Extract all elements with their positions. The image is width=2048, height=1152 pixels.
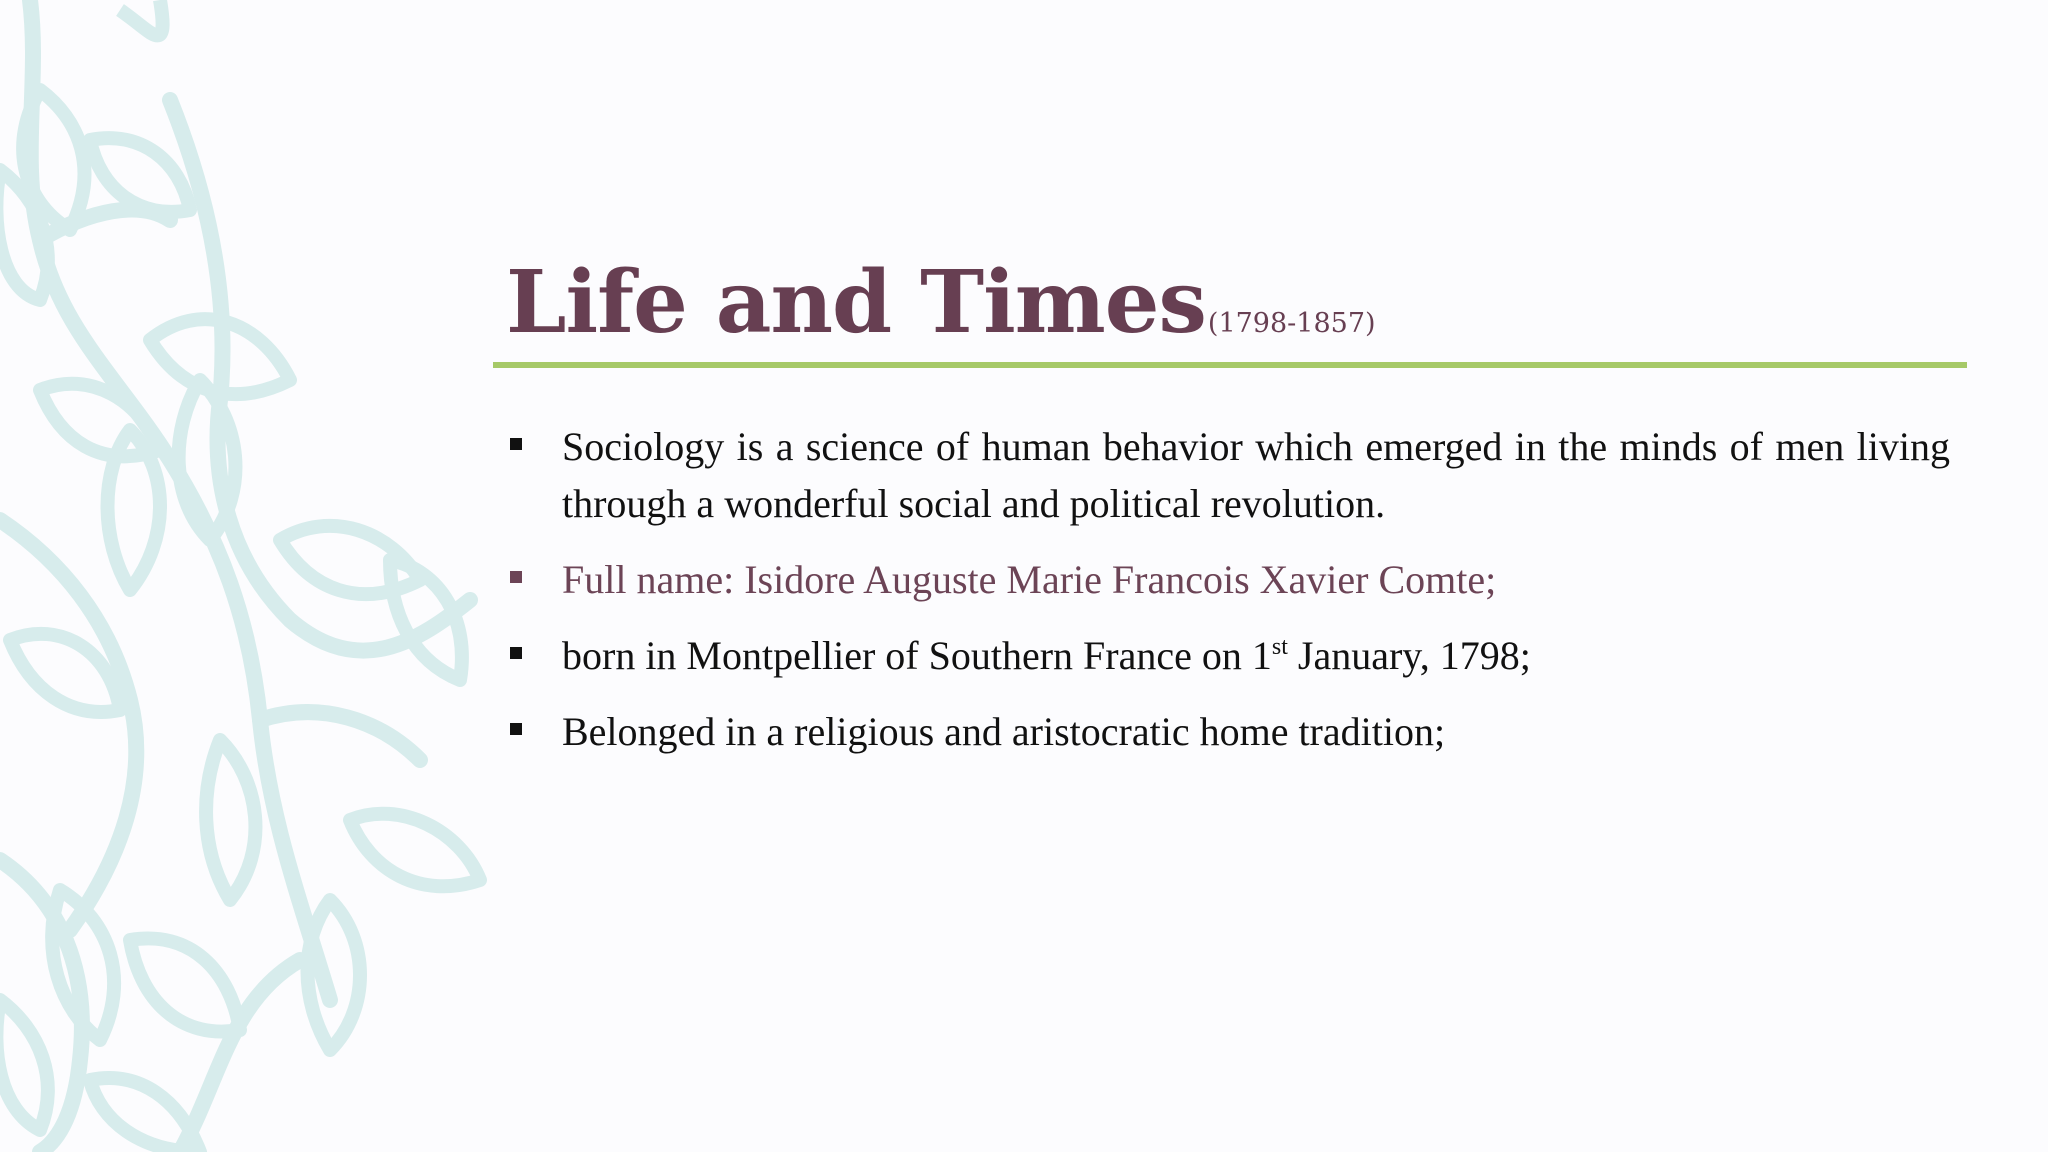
ordinal-suffix: st xyxy=(1271,634,1288,660)
title-years: (1798-1857) xyxy=(1207,308,1376,339)
slide-title-block xyxy=(506,252,1376,353)
bullet-item xyxy=(508,627,1950,684)
title-divider xyxy=(493,362,1967,368)
square-bullet-icon xyxy=(510,438,522,450)
leafy-vine-decoration-icon xyxy=(0,0,580,1152)
bullet-text: Sociology is a science of human behavior which emerged in the minds of men living through a wonderful social and political revolution. xyxy=(562,424,1950,526)
bullet-item xyxy=(508,418,1950,532)
bullet-text-after: January, 1798; xyxy=(1287,633,1531,678)
bullet-list xyxy=(508,418,1950,779)
bullet-item xyxy=(508,703,1950,760)
bullet-text: Full name: Isidore Auguste Marie Francois Xavier Comte; xyxy=(562,557,1497,602)
square-bullet-icon xyxy=(510,571,522,583)
bullet-item-highlighted xyxy=(508,551,1950,608)
bullet-text-before: born in Montpellier of Southern France on 1 xyxy=(562,633,1272,678)
square-bullet-icon xyxy=(510,647,522,659)
square-bullet-icon xyxy=(510,723,522,735)
slide-title: Life and Times xyxy=(506,252,1206,353)
bullet-text: Belonged in a religious and aristocratic home tradition; xyxy=(562,709,1446,754)
